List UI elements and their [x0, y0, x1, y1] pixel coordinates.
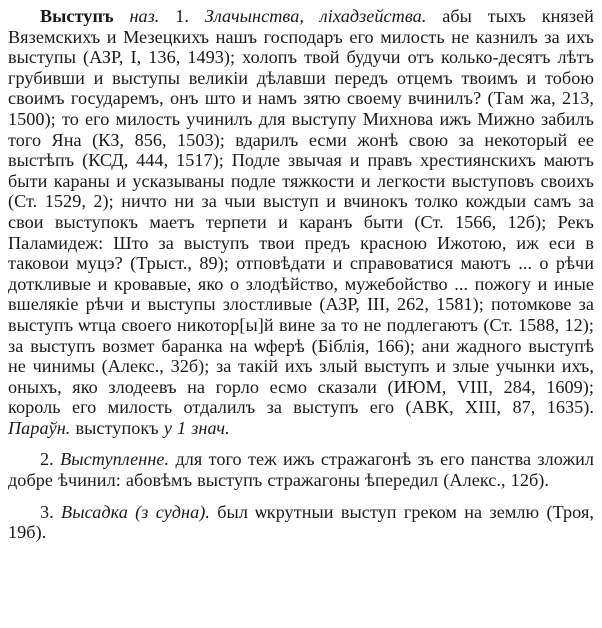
sense-3-body: был ѡкрутныи выступ греком на землю (Троя, 19б).	[8, 501, 594, 543]
sense-1-number: 1.	[175, 6, 189, 26]
sense-2-body: для того теж ижъ стражагонѣ зъ его панства зложил добре ѣчинил: абовѣмъ выступъ стражагоны ѣпередил (Алекс., 12б).	[8, 449, 594, 491]
sense-1-definition: Злачынства, ліхадзейства.	[204, 6, 427, 26]
sense-1	[8, 6, 594, 438]
sense-1-body: абы тыхъ князей Вяземскихъ и Мезецкихъ нашъ господаръ его милость не казнилъ за ихъ выступы (АЗР, I, 136, 1493); холопъ твой будучи отъ колько-десятъ лѣтъ грубивши и выступы великіи дѣлавши передъ отцемъ твоимъ и тобою своимъ государемъ, онъ што и намъ зятю своему вчинилъ? (Там жа, 213, 1500); то его милость учинилъ для выступу Михнова ижъ Мижно забилъ того Яна (КЗ, 856, 1503); вдарилъ есми жонѣ свою за некоторый ее выстѣпъ (КСД, 444, 1517); Подле звычая и правъ хрестиянскихъ маютъ быти караны и усказываны подле тяжкости и легкости выступовъ своихъ (Ст. 1529, 2); ничто ни за чыи выступ и вчинокъ толко кождыи самъ за свои выступокъ маетъ терпети и каранъ быти (Ст. 1566, 12б); Рекъ Паламидеж: Што за выступъ твои предъ красною Ижотою, иж еси в таковои муцэ? (Трыст., 89); отповѣдати и справоватися маютъ ... о рѣчи доткливые и кровавые, яко о злодѣйство, мужебойство ... пожогу и иные вшелякіе рѣчи и выступы злостливые (АЗР, III, 262, 1581); потомкове за выступъ ѡтца своего никотор[ы]й вине за то не подлегаютъ (Ст. 1588, 12); за выступъ возмет баранка на ѡферѣ (Біблія, 166); ани жадного выступѣ не чинимы (Алекс., 32б); за такій ихъ злый выступъ и злые учынки ихъ, оныхъ, яко злодеевъ на горло есмо сказали (ИЮМ, VIII, 284, 1609); король его милость отдалилъ за выступъ его (АВК, XIII, 87, 1635).	[8, 6, 594, 418]
sense-2-definition: Выступленне.	[60, 449, 170, 470]
sense-1-note-tail: у 1 знач.	[163, 417, 230, 438]
sense-2	[8, 449, 594, 490]
sense-1-note-body: выступокъ	[70, 417, 164, 438]
sense-3-definition: Высадка (з судна).	[61, 501, 210, 522]
sense-3-number: 3.	[40, 501, 54, 522]
headword: Выступъ	[40, 6, 114, 26]
sense-2-number: 2.	[40, 449, 54, 470]
sense-3	[8, 502, 594, 543]
grammar-label: наз.	[129, 6, 160, 26]
sense-1-note-label: Параўн.	[8, 417, 71, 438]
